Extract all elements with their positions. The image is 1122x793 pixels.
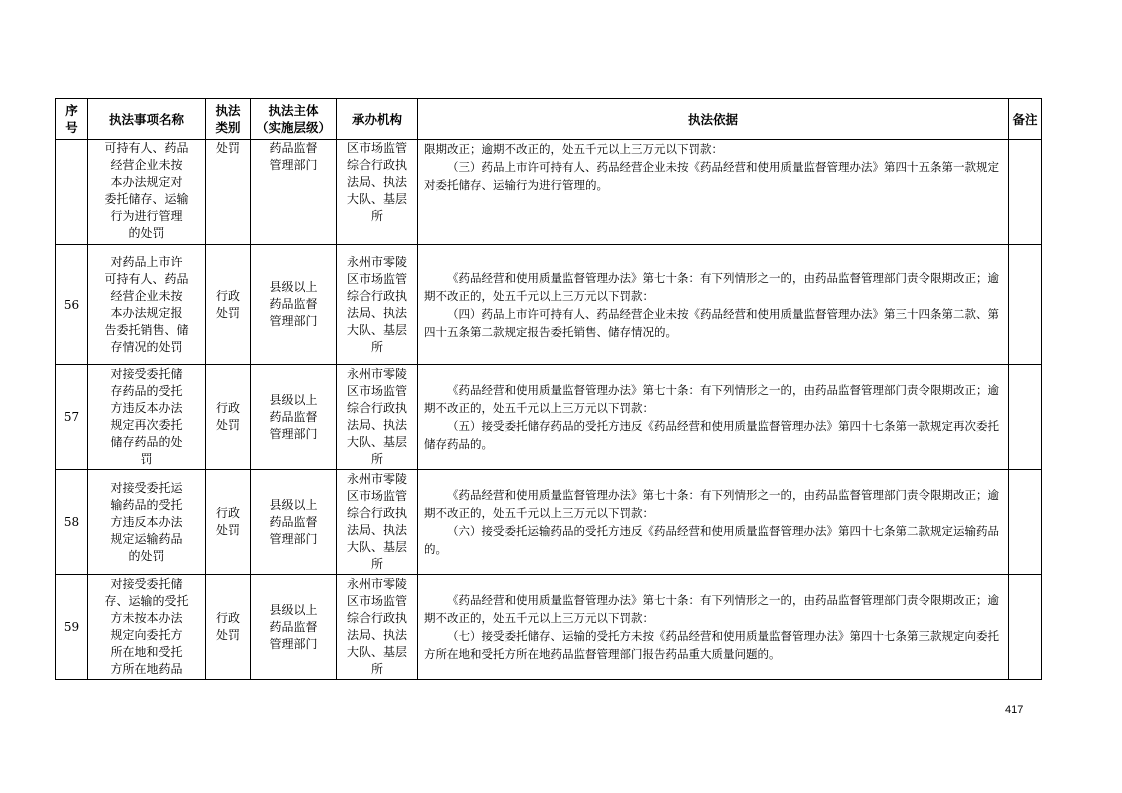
row-subject <box>251 365 337 470</box>
row-agency-line: 法局、执法 <box>346 175 407 189</box>
row-agency-line: 法局、执法 <box>346 628 407 642</box>
row-item-name-line: 委托储存、运输 <box>104 192 189 206</box>
row-category-line: 处罚 <box>215 141 240 155</box>
row-agency-line: 所 <box>370 662 383 676</box>
row-item-name <box>88 470 206 575</box>
row-category-line: 行政 <box>215 401 240 415</box>
row-subject-line: 管理部门 <box>269 531 318 546</box>
row-item-name-line: 可持有人、药品 <box>104 271 189 286</box>
basis-paragraph: 限期改正；逾期不改正的，处五千元以上三万元以下罚款： <box>424 142 723 156</box>
row-subject-line: 管理部门 <box>269 426 318 441</box>
header-subject: 执法主体 （实施层级） <box>251 99 337 140</box>
row-item-name-line: 的处罚 <box>128 226 165 240</box>
row-subject <box>251 245 337 365</box>
row-subject-line: 管理部门 <box>269 158 318 172</box>
row-item-name-line: 规定运输药品 <box>110 531 183 546</box>
row-agency-line: 区市场监管 <box>346 489 407 503</box>
row-item-name-line: 可持有人、药品 <box>104 141 189 155</box>
basis-paragraph: （四）药品上市许可持有人、药品经营企业未按《药品经营和使用质量监督管理办法》第三十四条第二款、第四十五条第二款规定报告委托销售、储存情况的。 <box>424 306 999 339</box>
row-basis <box>418 245 1009 365</box>
row-agency-line: 所 <box>370 452 383 466</box>
basis-paragraph: （七）接受委托储存、运输的受托方未按《药品经营和使用质量监督管理办法》第四十七条第三款规定向委托方所在地和受托方所在地药品监督管理部门报告药品重大质量问题的。 <box>424 629 999 661</box>
row-item-name-line: 方未按本办法 <box>110 611 183 625</box>
row-agency <box>337 140 418 245</box>
row-item-name <box>88 140 206 245</box>
row-item-name <box>88 365 206 470</box>
row-agency-line: 所 <box>370 339 383 354</box>
header-seq: 序 号 <box>56 99 88 140</box>
row-item-name-line: 行为进行管理 <box>110 209 183 223</box>
row-subject-line: 县级以上 <box>269 497 318 512</box>
row-agency <box>337 470 418 575</box>
row-agency-line: 综合行政执 <box>346 158 407 172</box>
row-basis <box>418 140 1009 245</box>
row-agency-line: 区市场监管 <box>346 384 407 398</box>
row-agency-line: 综合行政执 <box>346 401 407 415</box>
row-item-name-line: 方所在地药品 <box>110 662 183 676</box>
row-seq: 57 <box>56 365 88 470</box>
row-agency-line: 法局、执法 <box>346 523 407 537</box>
row-category-line: 处罚 <box>215 305 240 320</box>
row-agency-line: 大队、基层 <box>346 322 407 337</box>
row-item-name-line: 的处罚 <box>128 548 165 563</box>
row-subject-line: 县级以上 <box>269 602 318 617</box>
row-item-name-line: 本办法规定报 <box>110 305 183 320</box>
row-item-name-line: 存药品的受托 <box>110 384 183 398</box>
row-subject-line: 药品监督 <box>269 141 318 155</box>
header-remarks: 备注 <box>1009 99 1042 140</box>
row-agency-line: 永州市零陵 <box>346 367 407 381</box>
row-item-name-line: 本办法规定对 <box>110 175 183 189</box>
table-row <box>56 365 1042 470</box>
row-basis <box>418 575 1009 680</box>
row-seq: 58 <box>56 470 88 575</box>
row-category <box>206 245 251 365</box>
row-agency-line: 大队、基层 <box>346 435 407 449</box>
row-agency-line: 大队、基层 <box>346 540 407 554</box>
row-agency-line: 所 <box>370 209 383 223</box>
row-item-name-line: 方违反本办法 <box>110 401 183 415</box>
row-agency-line: 大队、基层 <box>346 192 407 206</box>
row-subject-line: 药品监督 <box>269 514 318 529</box>
row-seq: 59 <box>56 575 88 680</box>
row-item-name-line: 对接受委托储 <box>110 577 183 591</box>
row-agency-line: 区市场监管 <box>346 594 407 608</box>
table-row <box>56 470 1042 575</box>
row-item-name-line: 规定再次委托 <box>110 418 183 432</box>
row-subject-line: 药品监督 <box>269 297 318 311</box>
row-subject <box>251 140 337 245</box>
basis-paragraph: （三）药品上市许可持有人、药品经营企业未按《药品经营和使用质量监督管理办法》第四十五条第一款规定对委托储存、运输行为进行管理的。 <box>424 160 999 192</box>
header-category: 执法 类别 <box>206 99 251 140</box>
regulation-table-page <box>55 98 1041 680</box>
row-agency-line: 综合行政执 <box>346 288 407 303</box>
row-agency-line: 所 <box>370 557 383 571</box>
row-remarks <box>1009 470 1042 575</box>
row-category-line: 行政 <box>215 288 240 303</box>
table-row <box>56 575 1042 680</box>
row-category <box>206 575 251 680</box>
row-item-name-line: 经营企业未按 <box>110 158 183 172</box>
row-agency <box>337 365 418 470</box>
row-category-line: 行政 <box>215 506 240 520</box>
row-item-name-line: 对接受委托运 <box>110 480 183 495</box>
row-remarks <box>1009 245 1042 365</box>
row-item-name-line: 规定向委托方 <box>110 628 183 642</box>
row-item-name-line: 经营企业未按 <box>110 288 183 303</box>
row-remarks <box>1009 575 1042 680</box>
row-category <box>206 470 251 575</box>
row-item-name-line: 对药品上市许 <box>110 254 183 269</box>
row-item-name-line: 对接受委托储 <box>110 367 183 381</box>
row-subject-line: 药品监督 <box>269 619 318 634</box>
row-seq: 56 <box>56 245 88 365</box>
row-seq <box>56 140 88 245</box>
header-basis: 执法依据 <box>418 99 1009 140</box>
row-remarks <box>1009 140 1042 245</box>
row-subject-line: 县级以上 <box>269 280 318 294</box>
basis-paragraph: 《药品经营和使用质量监督管理办法》第七十条：有下列情形之一的，由药品监督管理部门责令限期改正；逾期不改正的，处五千元以上三万元以下罚款： <box>424 488 999 520</box>
basis-paragraph: 《药品经营和使用质量监督管理办法》第七十条：有下列情形之一的，由药品监督管理部门责令限期改正；逾期不改正的，处五千元以上三万元以下罚款： <box>424 270 999 303</box>
row-category-line: 处罚 <box>215 523 240 537</box>
row-agency-line: 区市场监管 <box>346 141 407 155</box>
row-item-name-line: 储存药品的处 <box>110 435 183 449</box>
row-category <box>206 140 251 245</box>
row-item-name-line: 所在地和受托 <box>110 645 183 659</box>
row-item-name-line: 存、运输的受托 <box>104 594 189 608</box>
row-subject-line: 管理部门 <box>269 314 318 328</box>
row-basis <box>418 365 1009 470</box>
row-subject-line: 药品监督 <box>269 409 318 424</box>
row-agency-line: 法局、执法 <box>346 305 407 320</box>
row-basis <box>418 470 1009 575</box>
row-agency-line: 区市场监管 <box>346 271 407 286</box>
page-number: 417 <box>1005 704 1024 716</box>
basis-paragraph: （五）接受委托储存药品的受托方违反《药品经营和使用质量监督管理办法》第四十七条第一款规定再次委托储存药品的。 <box>424 419 999 451</box>
row-category-line: 处罚 <box>215 628 240 642</box>
row-subject-line: 管理部门 <box>269 636 318 651</box>
row-agency <box>337 245 418 365</box>
table-row <box>56 140 1042 245</box>
row-agency <box>337 575 418 680</box>
row-item-name <box>88 575 206 680</box>
row-item-name-line: 告委托销售、储 <box>104 322 189 337</box>
table-header-row <box>56 99 1042 140</box>
row-item-name-line: 输药品的受托 <box>110 497 183 512</box>
row-subject-line: 县级以上 <box>269 392 318 407</box>
row-subject <box>251 470 337 575</box>
enforcement-items-table <box>55 98 1042 680</box>
table-row <box>56 245 1042 365</box>
header-agency: 承办机构 <box>337 99 418 140</box>
row-agency-line: 永州市零陵 <box>346 577 407 591</box>
row-item-name-line: 罚 <box>140 452 153 466</box>
row-item-name-line: 存情况的处罚 <box>110 339 183 354</box>
row-category <box>206 365 251 470</box>
header-item-name: 执法事项名称 <box>88 99 206 140</box>
row-item-name-line: 方违反本办法 <box>110 514 183 529</box>
row-agency-line: 综合行政执 <box>346 506 407 520</box>
row-agency-line: 综合行政执 <box>346 611 407 625</box>
row-subject <box>251 575 337 680</box>
row-agency-line: 永州市零陵 <box>346 254 407 269</box>
row-category-line: 处罚 <box>215 418 240 432</box>
row-agency-line: 大队、基层 <box>346 645 407 659</box>
row-item-name <box>88 245 206 365</box>
row-agency-line: 永州市零陵 <box>346 472 407 486</box>
basis-paragraph: （六）接受委托运输药品的受托方违反《药品经营和使用质量监督管理办法》第四十七条第二款规定运输药品的。 <box>424 524 999 556</box>
row-category-line: 行政 <box>215 611 240 625</box>
basis-paragraph: 《药品经营和使用质量监督管理办法》第七十条：有下列情形之一的，由药品监督管理部门责令限期改正；逾期不改正的，处五千元以上三万元以下罚款： <box>424 383 999 415</box>
row-remarks <box>1009 365 1042 470</box>
table-body <box>56 140 1042 680</box>
row-agency-line: 法局、执法 <box>346 418 407 432</box>
basis-paragraph: 《药品经营和使用质量监督管理办法》第七十条：有下列情形之一的，由药品监督管理部门责令限期改正；逾期不改正的，处五千元以上三万元以下罚款： <box>424 593 999 625</box>
